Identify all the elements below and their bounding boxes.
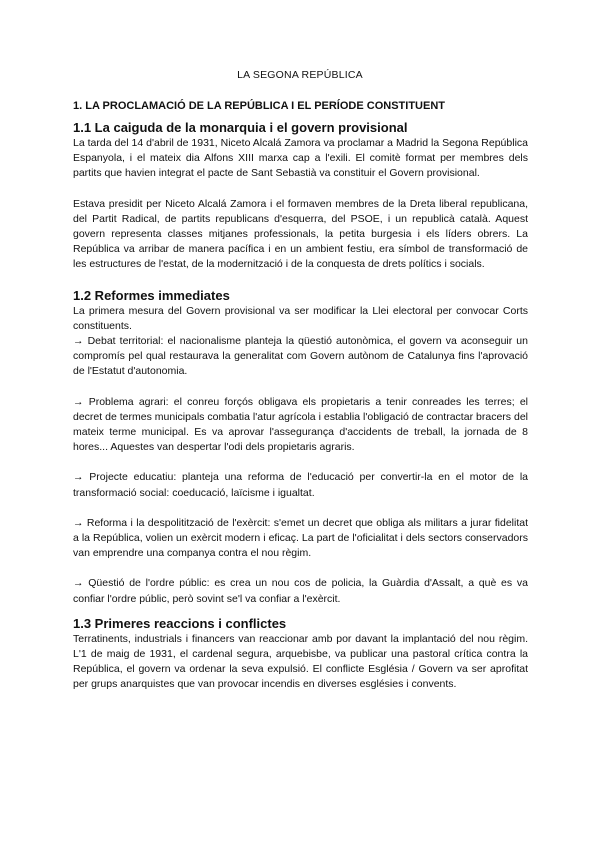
subsection-1-1-heading: 1.1 La caiguda de la monarquia i el govern provisional: [73, 120, 408, 135]
subsection-1-2-heading: 1.2 Reformes immediates: [73, 287, 230, 303]
paragraph: → Projecte educatiu: planteja una reforma de l'educació per convertir-la en el motor de la transformació social: coeducació, laïcisme i igualtat.: [73, 471, 528, 499]
paragraph: → Reforma i la despolitització de l'exèrcit: s'emet un decret que obliga als militars a jurar fidelitat a la República, volien un exèrcit modern i eficaç. La part de l'oficialitat i dels sectors conservadors van emprendre una companya contra el nou règim.: [73, 516, 528, 560]
paragraph: Estava presidit per Niceto Alcalá Zamora i el formaven membres de la Dreta liberal republicana, del Partit Radical, de partits republicans d'esquerra, del PSOE, i un republicà català. Aquest govern representa classes mitjanes professionals, la petita burgesia i els líders obrers. La República va arribar de manera pacífica i en un ambient festiu, era símbol de transformació de les estructures de l'estat, de la modernització i de la conquesta de drets polítics i socials.: [73, 197, 528, 271]
paragraph: → Debat territorial: el nacionalisme planteja la qüestió autonòmica, el govern va aconseguir un compromís pel qual restaurava la generalitat com Govern autònom de Catalunya fins l'aprovació de l'Estatut d'autonomia.: [73, 335, 528, 378]
paragraph: → Problema agrari: el conreu forçós obligava els propietaris a tenir conreades les terres; el decret de termes municipals combatia l'atur agrícola i establia l'obligació de contractar bracers del mateix terme municipal. Es va aprovar l'assegurança d'accidents de treball, la jornada de 8 hores... Aquestes van despertar l'odi dels propietaris agraris.: [73, 395, 528, 454]
document-body: [73, 99, 528, 693]
paragraph: La tarda del 14 d'abril de 1931, Niceto Alcalá Zamora va proclamar a Madrid la Segona República Espanyola, i el mateix dia Alfons XIII marxa cap a l'exili. El comitè format per membres dels partits que havien integrat el pacte de Sant Sebastià va constituir el Govern provisional.: [73, 137, 528, 180]
subsection-1-3-heading: 1.3 Primeres reaccions i conflictes: [73, 615, 287, 631]
section-1-heading: 1. LA PROCLAMACIÓ DE LA REPÚBLICA I EL PERÍODE CONSTITUENT: [73, 100, 445, 112]
paragraph: Terratinents, industrials i financers van reaccionar amb por davant la implantació del nou règim. L'1 de maig de 1931, el cardenal segura, arquebisbe, va publicar una pastoral crítica contra la República, el govern va ordenar la seva expulsió. El conflicte Església / Govern va ser aprofitat per grups anarquistes que van provocar incendis en diverses esglésies i convents.: [73, 632, 528, 691]
paragraph: La primera mesura del Govern provisional va ser modificar la Llei electoral per convocar Corts constituents.: [73, 304, 528, 332]
paragraph: → Qüestió de l'ordre públic: es crea un nou cos de policia, la Guàrdia d'Assalt, a què es va confiar l'ordre públic, però sovint se'l va confiar a l'exèrcit.: [73, 577, 528, 605]
document-title: LA SEGONA REPÚBLICA: [237, 69, 363, 81]
